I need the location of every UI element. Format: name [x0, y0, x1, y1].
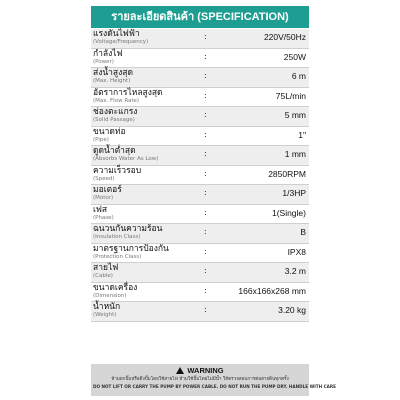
spec-row — [91, 68, 309, 88]
spec-label-thai: ความเร็วรอบ — [93, 165, 142, 176]
spec-label-thai: ขนาดเครื่อง — [93, 282, 138, 293]
spec-label-english: (Solid Passage) — [93, 117, 135, 123]
spec-value: 75L/min — [275, 90, 306, 101]
spec-label-thai: ดูดน้ำต่ำสุด — [93, 146, 136, 156]
warning-triangle-icon — [176, 367, 184, 374]
spec-label-english: (Absorbs Water As Low) — [93, 156, 159, 162]
spec-label-thai: ส่งน้ำสูงสุด — [93, 68, 133, 78]
spec-row — [91, 224, 309, 244]
spec-value: B — [300, 227, 306, 237]
spec-label-thai: ช่องตะแกรง — [93, 107, 138, 117]
spec-row — [91, 166, 309, 186]
spec-label-english: (Power) — [93, 58, 114, 65]
specification-sheet — [91, 6, 336, 396]
spec-label-english: (Weight) — [93, 312, 117, 318]
spec-colon: : — [204, 266, 207, 275]
spec-label-thai: น้ำหนัก — [93, 302, 121, 312]
spec-label-english: (Dimension) — [93, 292, 127, 299]
spec-label-english: (Insulation Class) — [93, 234, 141, 240]
spec-label-thai: ขนาดท่อ — [93, 126, 126, 137]
spec-label-thai: แรงดันไฟฟ้า — [93, 29, 140, 39]
spec-colon: : — [204, 32, 207, 41]
spec-label-thai: สายไฟ — [93, 263, 119, 273]
spec-value: 1(Single) — [271, 207, 306, 218]
spec-label-thai: เฟส — [93, 204, 108, 215]
spec-label-thai: อัตราการไหลสูงสุด — [93, 87, 163, 98]
spec-label-english: (Speed) — [93, 175, 115, 182]
spec-title: รายละเอียดสินค้า (SPECIFICATION) — [91, 6, 309, 28]
spec-label-english: (Cable) — [93, 273, 113, 279]
spec-label-english: (Pipe) — [93, 136, 109, 143]
spec-row — [91, 205, 309, 225]
spec-value: 1 mm — [284, 149, 306, 159]
spec-value: 250W — [283, 51, 306, 62]
spec-row — [91, 49, 309, 69]
spec-label-thai: ฉนวนกันความร้อน — [93, 224, 163, 234]
spec-colon: : — [204, 71, 207, 80]
spec-value: 220V/50Hz — [263, 32, 306, 42]
spec-label-english: (Phase) — [93, 214, 114, 221]
warning-thai-text: ห้ามยกปั๊มหรือดึงปั๊มโดยใช้สายไฟ ห้ามใช้ปั๊มโดยไม่มีน้ำ ให้ตรวจสอบการต่อสายดินทุกครั้ง — [111, 377, 289, 382]
spec-label-thai: กำลังไฟ — [93, 48, 123, 59]
spec-colon: : — [204, 246, 207, 256]
spec-colon: : — [204, 90, 207, 100]
spec-row — [91, 146, 309, 166]
spec-label-english: (Voltage/Frequency) — [93, 39, 149, 45]
spec-colon: : — [204, 227, 207, 236]
spec-value: 5 mm — [284, 110, 306, 120]
warning-heading-text: WARNING — [187, 366, 224, 375]
spec-label-english: (Protection Class) — [93, 253, 142, 260]
spec-colon: : — [204, 285, 207, 295]
spec-row — [91, 29, 309, 49]
spec-label-english: (Motor) — [93, 195, 114, 201]
spec-value: IPX8 — [287, 246, 306, 257]
spec-value: 1/3HP — [282, 188, 306, 198]
spec-colon: : — [204, 305, 207, 314]
warning-english-text: DO NOT LIFT OR CARRY THE PUMP BY POWER CABLE. DO NOT RUN THE PUMP DRY. HANDLE WITH CARE — [93, 384, 336, 389]
spec-label-english: (Max. Height) — [93, 78, 131, 84]
spec-value: 3.2 m — [284, 266, 306, 276]
spec-colon: : — [204, 129, 207, 139]
spec-value: 6 m — [291, 71, 306, 81]
spec-value: 2850RPM — [268, 168, 306, 179]
warning-box — [91, 364, 336, 396]
spec-row — [91, 244, 309, 264]
spec-row — [91, 107, 309, 127]
spec-label-thai: มาตรฐานการป้องกัน — [93, 243, 169, 254]
spec-value: 1" — [298, 129, 306, 140]
spec-colon: : — [204, 168, 207, 178]
warning-heading — [91, 366, 309, 375]
spec-row — [91, 302, 309, 322]
spec-value: 166x166x268 mm — [238, 285, 306, 296]
spec-colon: : — [204, 110, 207, 119]
spec-row — [91, 88, 309, 108]
spec-colon: : — [204, 51, 207, 61]
spec-colon: : — [204, 149, 207, 158]
spec-row — [91, 263, 309, 283]
spec-value: 3.20 kg — [278, 305, 306, 315]
spec-colon: : — [204, 188, 207, 197]
spec-row — [91, 127, 309, 147]
spec-label-thai: มอเตอร์ — [93, 185, 122, 195]
spec-table — [91, 29, 309, 322]
spec-colon: : — [204, 207, 207, 217]
spec-row — [91, 283, 309, 303]
spec-label-english: (Max. Flow Rate) — [93, 97, 140, 104]
spec-row — [91, 185, 309, 205]
